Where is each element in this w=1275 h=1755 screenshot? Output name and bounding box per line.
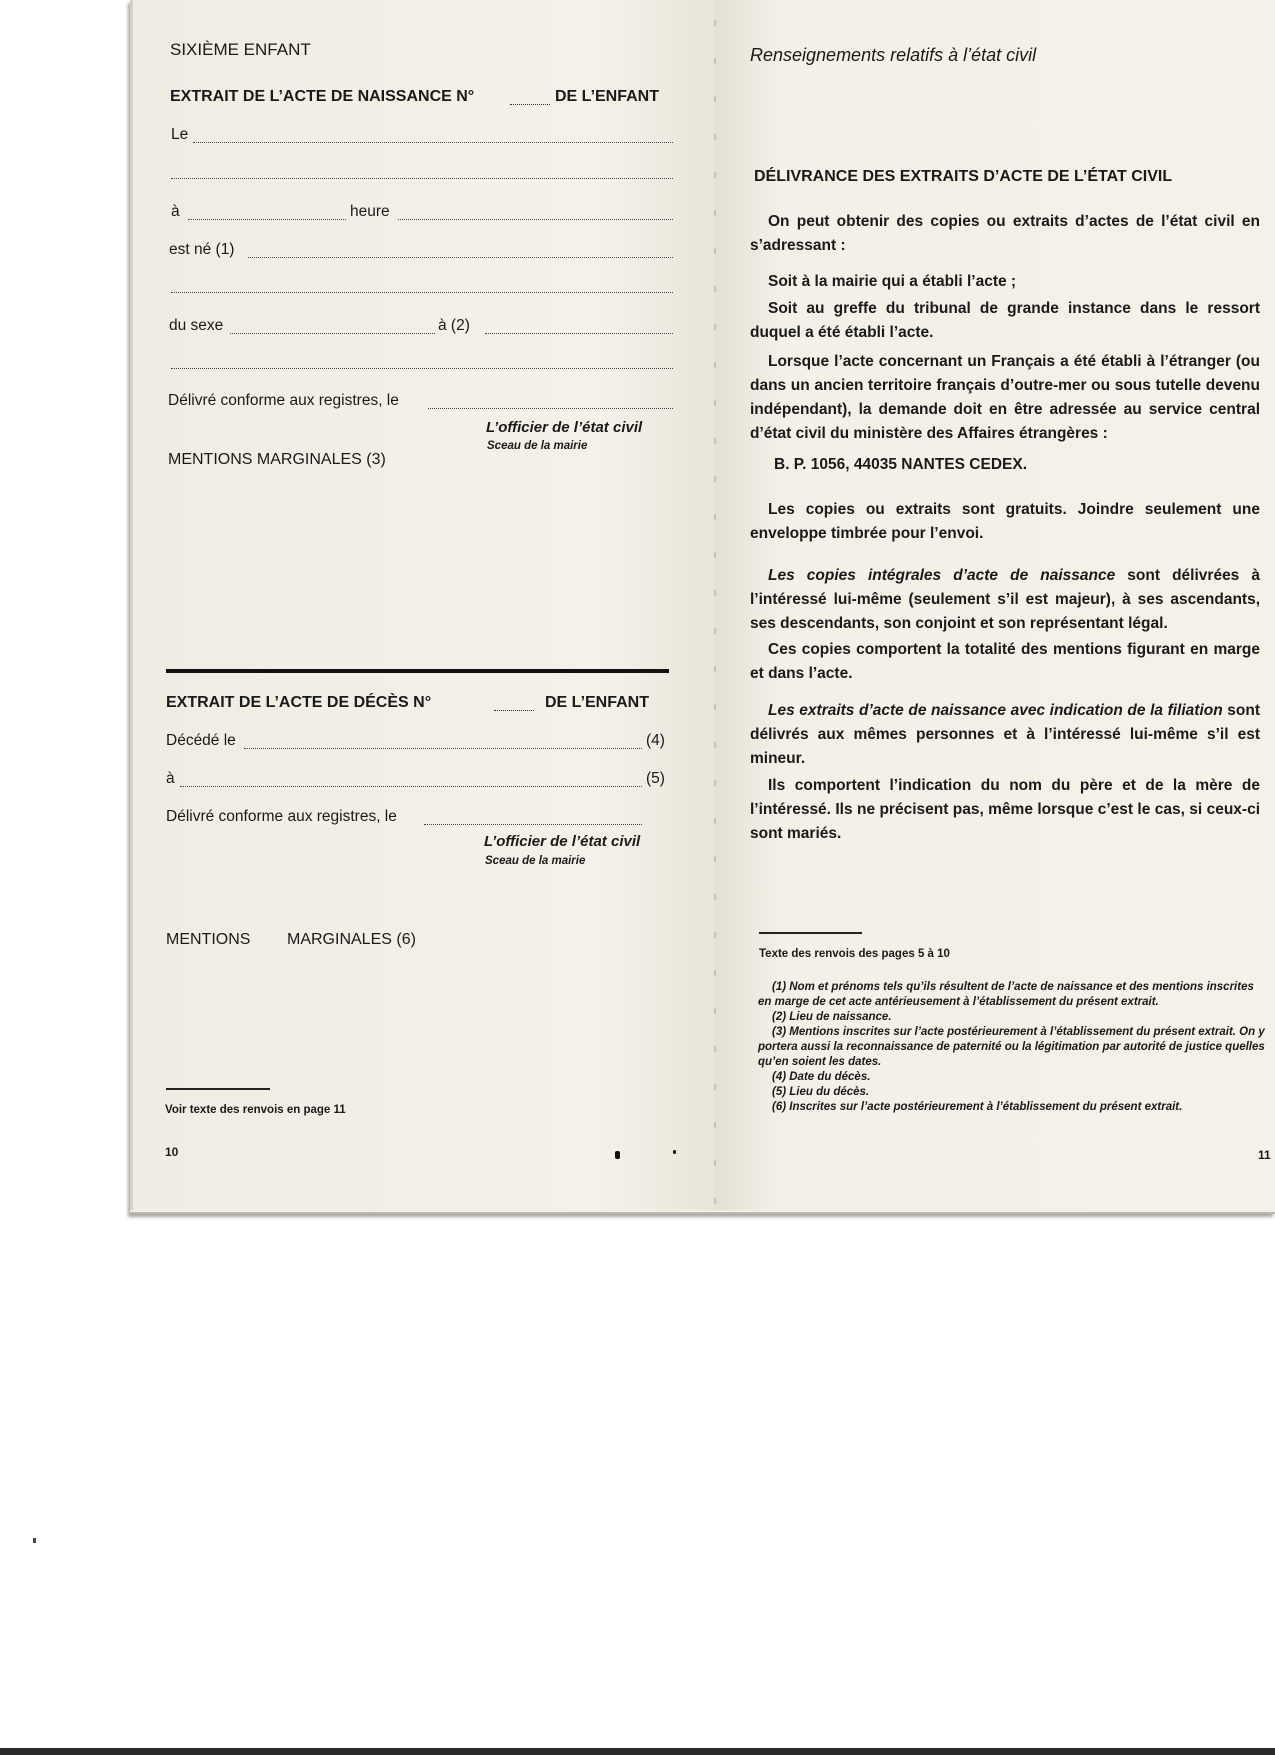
death-mentions-label-1: MENTIONS <box>166 931 251 948</box>
death-heading-right: DE L’ENFANT <box>545 694 650 711</box>
spine-tick <box>714 666 716 672</box>
birth-hour-label: heure <box>350 203 390 220</box>
born-name-field-2[interactable] <box>171 292 673 293</box>
birth-place2-label: à (2) <box>438 317 470 334</box>
section-title: DÉLIVRANCE DES EXTRAITS D’ACTE DE L’ÉTAT CIVIL <box>754 168 1173 185</box>
death-delivered-field[interactable] <box>424 824 642 825</box>
spine-tick <box>714 1198 716 1204</box>
paragraph-1: On peut obtenir des copies ou extraits d’actes de l’état civil en s’adressant : <box>750 213 1260 254</box>
sex-label: du sexe <box>169 317 224 334</box>
spine-tick <box>714 400 716 406</box>
paragraph-2: Soit à la mairie qui a établi l’acte ; <box>768 273 1017 290</box>
paragraph-8-rest: sont délivrés aux mêmes personnes et à l’intéressé lui-même s’il est mineur. <box>750 702 1260 767</box>
birth-place2-field-2[interactable] <box>171 368 673 369</box>
spine-tick <box>714 248 716 254</box>
spine-tick <box>714 628 716 634</box>
death-heading-left: EXTRAIT DE L’ACTE DE DÉCÈS N° <box>166 694 432 711</box>
birth-date-field-2[interactable] <box>171 178 673 179</box>
spine-tick <box>714 514 716 520</box>
birth-marginal-mentions: MENTIONS MARGINALES (3) <box>168 451 386 468</box>
child-title: SIXIÈME ENFANT <box>170 40 311 59</box>
spine-tick <box>714 362 716 368</box>
paragraph-6 <box>750 564 1260 636</box>
spine-tick <box>714 590 716 596</box>
ink-mark <box>615 1151 620 1159</box>
page-header: Renseignements relatifs à l’état civil <box>750 45 1037 65</box>
death-date-label: Décédé le <box>166 732 236 749</box>
spine-tick <box>714 210 716 216</box>
paragraph-6-italic: Les copies intégrales d’acte de naissance <box>768 567 1116 584</box>
birth-heading-left: EXTRAIT DE L’ACTE DE NAISSANCE N° <box>170 88 475 105</box>
born-name-field[interactable] <box>248 257 673 258</box>
page-number-left: 10 <box>165 1145 179 1159</box>
birth-seal-label: Sceau de la mairie <box>487 440 588 452</box>
footnote-rule-right <box>759 932 862 934</box>
birth-place-field[interactable] <box>188 219 346 220</box>
spine <box>712 0 718 1210</box>
note-4: (4) Date du décès. <box>772 1071 871 1083</box>
birth-date-field[interactable] <box>193 142 673 143</box>
spine-tick <box>714 172 716 178</box>
footnote-rule-left <box>166 1088 270 1090</box>
spine-tick <box>714 96 716 102</box>
birth-officer-label: L’officier de l’état civil <box>486 419 643 436</box>
spine-tick <box>714 1084 716 1090</box>
paragraph-3: Soit au greffe du tribunal de grande instance dans le ressort duquel a été établi l’acte. <box>750 300 1260 341</box>
death-date-field[interactable] <box>244 748 642 749</box>
spine-tick <box>714 286 716 292</box>
note-6: (6) Inscrites sur l’acte postérieurement à l’établissement du présent extrait. <box>772 1101 1183 1113</box>
death-seal-label: Sceau de la mairie <box>485 855 586 867</box>
spine-tick <box>714 58 716 64</box>
section-divider <box>166 669 669 673</box>
notes-title: Texte des renvois des pages 5 à 10 <box>759 948 950 960</box>
scan-edge <box>0 1748 1275 1755</box>
death-officer-label: L’officier de l’état civil <box>484 833 641 850</box>
spine-tick <box>714 552 716 558</box>
death-delivered-label: Délivré conforme aux registres, le <box>166 808 397 825</box>
paragraph-4: Lorsque l’acte concernant un Français a été établi à l’étranger (ou dans un ancien territoire français d’outre-mer ou sous tutelle devenu indépendant), la demande doit en être adressée au service central d’état civil du ministère des Affaires étrangères : <box>750 353 1260 442</box>
spine-tick <box>714 894 716 900</box>
spine-tick <box>714 932 716 938</box>
speck <box>33 1538 36 1543</box>
note-1: (1) Nom et prénoms tels qu’ils résultent de l’acte de naissance et des mentions inscrites en marge de cet acte antérieusement à l’établissement du présent extrait. <box>758 981 1254 1008</box>
death-mentions-label-2: MARGINALES (6) <box>287 931 416 948</box>
sex-field[interactable] <box>230 333 435 334</box>
page-number-right: 11 <box>1258 1148 1271 1162</box>
spine-tick <box>714 1160 716 1166</box>
address: B. P. 1056, 44035 NANTES CEDEX. <box>774 456 1028 473</box>
spine-tick <box>714 704 716 710</box>
death-date-ref: (4) <box>646 732 665 749</box>
birth-hour-field[interactable] <box>398 219 673 220</box>
spine-tick <box>714 438 716 444</box>
ink-mark-small <box>673 1150 676 1154</box>
paragraph-6-rest: sont délivrées à l’intéressé lui-même (seulement s’il est majeur), à ses ascendants, ses descendants, son conjoint et son représentant légal. <box>750 567 1260 632</box>
death-place-field[interactable] <box>180 786 642 787</box>
spine-tick <box>714 1122 716 1128</box>
death-place-ref: (5) <box>646 770 665 787</box>
note-5: (5) Lieu du décès. <box>772 1086 870 1098</box>
spine-tick <box>714 476 716 482</box>
left-page <box>130 0 718 1210</box>
death-place-label: à <box>166 770 175 787</box>
death-number-field[interactable] <box>494 710 534 711</box>
spine-tick <box>714 970 716 976</box>
paragraph-8-italic: Les extraits d’acte de naissance avec indication de la filiation <box>768 702 1223 719</box>
paragraph-9: Ils comportent l’indication du nom du père et de la mère de l’intéressé. Ils ne précisent pas, même lorsque c’est le cas, si ceux-ci sont mariés. <box>750 777 1260 842</box>
spine-tick <box>714 818 716 824</box>
birth-date-label: Le <box>171 126 189 143</box>
paragraph-5: Les copies ou extraits sont gratuits. Joindre seulement une enveloppe timbrée pour l’envoi. <box>750 501 1260 542</box>
spine-tick <box>714 324 716 330</box>
spine-tick <box>714 742 716 748</box>
born-label: est né (1) <box>169 241 235 258</box>
birth-place-label: à <box>171 203 180 220</box>
notes-list <box>758 980 1268 1115</box>
spine-tick <box>714 20 716 26</box>
paragraph-7: Ces copies comportent la totalité des mentions figurant en marge et dans l’acte. <box>750 641 1260 682</box>
note-3: (3) Mentions inscrites sur l’acte postérieurement à l’établissement du présent extrait. On y portera aussi la reconnaissance de paternité ou la légitimation par autorité de justice quelles qu’en soient les dates. <box>758 1026 1265 1068</box>
birth-place2-field[interactable] <box>485 333 673 334</box>
spine-tick <box>714 134 716 140</box>
spine-tick <box>714 1046 716 1052</box>
paragraph-8 <box>750 699 1260 771</box>
spine-tick <box>714 780 716 786</box>
birth-delivered-field[interactable] <box>428 408 673 409</box>
birth-heading-right: DE L’ENFANT <box>555 88 660 105</box>
spine-tick <box>714 856 716 862</box>
birth-delivered-label: Délivré conforme aux registres, le <box>168 392 399 409</box>
footnote-reference: Voir texte des renvois en page 11 <box>165 1104 346 1116</box>
spine-tick <box>714 1008 716 1014</box>
note-2: (2) Lieu de naissance. <box>772 1011 892 1023</box>
birth-number-field[interactable] <box>510 104 550 105</box>
